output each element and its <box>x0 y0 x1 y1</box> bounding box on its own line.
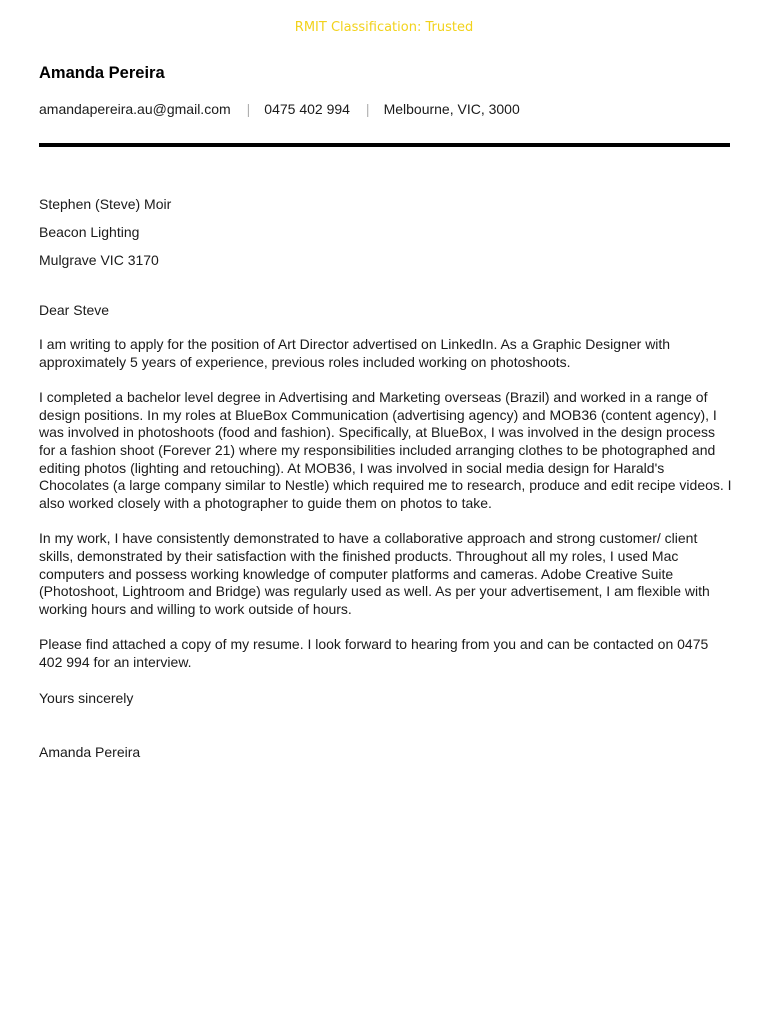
separator: | <box>246 101 251 117</box>
recipient-block <box>39 190 171 274</box>
classification-label: RMIT Classification: Trusted <box>294 20 474 35</box>
header-divider <box>39 143 730 147</box>
sender-phone: 0475 402 994 <box>264 101 350 117</box>
contact-line <box>39 101 520 117</box>
recipient-company: Beacon Lighting <box>39 224 140 240</box>
salutation: Dear Steve <box>39 302 110 318</box>
body-paragraph: I am writing to apply for the position of Art Director advertised on LinkedIn. As a Graphic Designer with approximately 5 years of experience, previous roles included working on photoshoots. <box>39 336 671 370</box>
body-paragraph: I completed a bachelor level degree in Advertising and Marketing overseas (Brazil) and worked in a range of design positions. In my roles at BlueBox Communication (advertising agency) and MOB36 (content agency), I was involved in photoshoots (food and fashion). Specifically, at BlueBox, I was involved in the design process for a fashion shoot (Forever 21) where my responsibilities included arranging clothes to be photographed and editing photos (lighting and retouching). At MOB36, I was involved in social media design for Harald's Chocolates (a large company similar to Nestle) which required me to research, produce and edit recipe videos. I also worked closely with a photographer to guide them on photos to take. <box>39 388 732 512</box>
closing: Yours sincerely <box>39 690 134 706</box>
signature-name: Amanda Pereira <box>39 744 141 760</box>
body-paragraph: Please find attached a copy of my resume. I look forward to hearing from you and can be contacted on 0475 402 994 for an interview. <box>39 636 709 671</box>
recipient-name: Stephen (Steve) Moir <box>39 196 172 212</box>
recipient-address: Mulgrave VIC 3170 <box>39 252 159 268</box>
sender-name: Amanda Pereira <box>39 64 165 82</box>
sender-location: Melbourne, VIC, 3000 <box>383 101 520 117</box>
body-paragraph: In my work, I have consistently demonstrated to have a collaborative approach and strong customer/ client skills, demonstrated by their satisfaction with the finished products. Throughout all my roles, I used Mac computers and possess working knowledge of computer platforms and cameras. Adobe Creative Suite (Photoshoot, Lightroom and Bridge) was regularly used as well. As per your advertisement, I am flexible with working hours and willing to work outside of hours. <box>39 530 710 618</box>
letter-body <box>39 336 735 689</box>
sender-email: amandapereira.au@gmail.com <box>39 101 231 117</box>
separator: | <box>365 101 370 117</box>
